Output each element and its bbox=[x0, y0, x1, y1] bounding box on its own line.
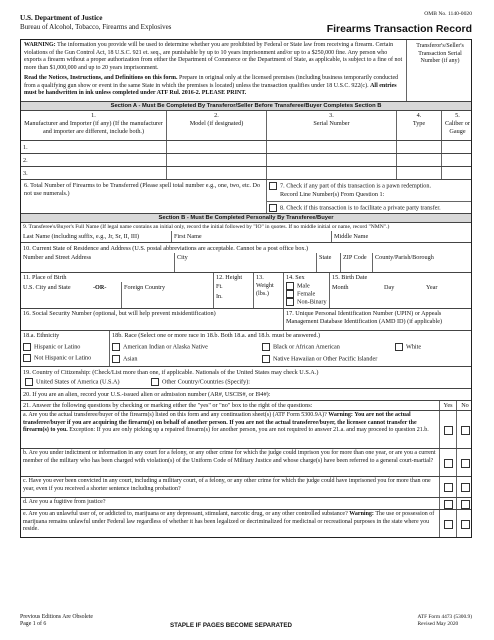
q18b-label: 18b. Race (Select one or more race in 18.b. Both 18.a. and 18.b. must be answered.) bbox=[112, 332, 321, 339]
firearm-row-3[interactable] bbox=[21, 167, 471, 180]
pacific-islander-label: Native Hawaiian or Other Pacific Islander bbox=[273, 355, 378, 363]
col4-label: Type bbox=[412, 119, 426, 127]
col5-label: Caliber or Gauge bbox=[445, 119, 470, 135]
q9-full-name bbox=[21, 223, 471, 243]
birth-foreign-country[interactable]: Foreign Country bbox=[121, 282, 213, 308]
race-white[interactable] bbox=[395, 343, 421, 351]
race-asian[interactable] bbox=[112, 355, 137, 363]
col3-num: 3. bbox=[329, 112, 334, 119]
col-caliber bbox=[441, 111, 471, 140]
race-pacific-islander[interactable] bbox=[262, 355, 377, 363]
form-number: ATF Form 4473 (5300.9) bbox=[417, 614, 472, 620]
type-input[interactable] bbox=[396, 154, 441, 166]
q21-instructions: 21. Answer the following questions by checking or marking either the "yes" or "no" box to the right of the questions: bbox=[23, 402, 313, 409]
asian-label: Asian bbox=[123, 355, 138, 363]
section-b-title: Section B - Must Be Completed Personally By Transferee/Buyer bbox=[21, 214, 471, 223]
q21d-row bbox=[21, 498, 471, 510]
hispanic-label: Hispanic or Latino bbox=[34, 343, 81, 351]
caliber-input[interactable] bbox=[441, 167, 471, 179]
col-serial bbox=[266, 111, 396, 140]
q16-17-row bbox=[21, 309, 471, 331]
q21d-text: d. Are you a fugitive from justice? bbox=[23, 499, 106, 505]
not-hispanic-option[interactable] bbox=[23, 354, 107, 362]
male-label: Male bbox=[297, 282, 310, 290]
other-country-label: Other Country/Countries (Specify): bbox=[162, 378, 250, 386]
q21b-yes-checkbox[interactable] bbox=[444, 459, 453, 468]
q21e-no-cell bbox=[456, 510, 471, 537]
height-inches-field[interactable]: In. bbox=[216, 292, 223, 300]
last-name-field[interactable]: Last Name (including suffix, e.g., Jr, Sr, II, III) bbox=[23, 233, 140, 240]
q11-place-of-birth bbox=[21, 273, 213, 308]
q21a-exception: Exception: If you are only picking up a repaired firearm(s) for another person, you are not required to answer 21.a. and may proceed to question 21.b. bbox=[69, 427, 429, 433]
city-field[interactable]: City bbox=[174, 253, 319, 272]
form-frame bbox=[20, 39, 472, 538]
q21c-text: c. Have you ever been convicted in any court, including a military court, of a felony, or any other crime for which the judge could have imprisoned you for more than one year, even if you received a shorter sentence including probation? bbox=[23, 478, 431, 492]
q18a-ethnicity bbox=[21, 331, 109, 366]
q19-label: 19. Country of Citizenship: (Check/List more than one, if applicable. Nationals of the United States may check U.S.A.) bbox=[23, 369, 319, 376]
hispanic-option[interactable] bbox=[23, 343, 107, 351]
birth-year-field[interactable]: Year bbox=[426, 284, 438, 291]
q7-label: 7. Check if any part of this transaction is a pawn redemption. bbox=[280, 182, 432, 190]
q21e-warning-label: Warning: bbox=[349, 511, 374, 517]
first-name-field[interactable]: First Name bbox=[171, 231, 334, 242]
read-notice-label: Read the Notices, Instructions, and Definitions on this form. bbox=[24, 75, 178, 81]
american-indian-label: American Indian or Alaska Native bbox=[123, 343, 208, 351]
q21c-row bbox=[21, 477, 471, 498]
q18a-label: 18.a. Ethnicity bbox=[23, 332, 60, 339]
type-input[interactable] bbox=[396, 167, 441, 179]
q21d-no-checkbox[interactable] bbox=[461, 500, 470, 509]
caliber-input[interactable] bbox=[441, 141, 471, 153]
female-label: Female bbox=[297, 290, 316, 298]
county-field[interactable]: County/Parish/Borough bbox=[372, 253, 471, 272]
bureau-name: Bureau of Alcohol, Tobacco, Firearms and Explosives bbox=[20, 23, 172, 31]
model-input[interactable] bbox=[166, 167, 266, 179]
q11-15-row bbox=[21, 273, 471, 309]
transaction-serial-box[interactable]: Transferor's/Seller's Transaction Serial Number (if any) bbox=[406, 40, 471, 101]
q21e-yes-checkbox[interactable] bbox=[444, 520, 453, 529]
sex-female-option[interactable] bbox=[286, 290, 327, 298]
q21b-row bbox=[21, 449, 471, 477]
yes-column-header: Yes bbox=[439, 401, 456, 410]
warning-label: WARNING: bbox=[24, 42, 56, 48]
q21d-no-cell bbox=[456, 498, 471, 509]
q21e-yes-cell bbox=[439, 510, 456, 537]
q21b-no-cell bbox=[456, 449, 471, 476]
q21a-yes-checkbox[interactable] bbox=[444, 426, 453, 435]
nonbinary-label: Non-Binary bbox=[297, 298, 327, 306]
footer-right bbox=[417, 614, 472, 628]
q21b-text: b. Are you under indictment or information in any court for a felony, or any other crime for which the judge could imprison you for more than one year, or are you a current member of the military who has been charged with violation(s) of the Uniform Code of Military Justice and whose charge(s) have been referred to a general court-martial? bbox=[23, 450, 436, 464]
q7-checkbox[interactable] bbox=[269, 182, 277, 190]
sex-male-option[interactable] bbox=[286, 282, 327, 290]
previous-editions: Previous Editions Are Obsolete bbox=[20, 614, 93, 620]
col1-label: Manufacturer and Importer (if any) (If the manufacturer and importer are different, include both.) bbox=[24, 119, 163, 135]
height-feet-field[interactable]: Ft. bbox=[216, 282, 223, 290]
q21a-no-checkbox[interactable] bbox=[461, 426, 470, 435]
birth-us-city-state[interactable] bbox=[23, 284, 71, 292]
q20-label[interactable]: 20. If you are an alien, record your U.S.-issued alien or admission number (AR#, USCIS#, or I94#): bbox=[23, 391, 271, 398]
usa-label: United States of America (U.S.A) bbox=[36, 378, 120, 386]
q13-weight[interactable]: 13. Weight (lbs.) bbox=[253, 273, 283, 308]
warning-text: The information you provide will be used to determine whether you are prohibited by Federal or State law from receiving a firearm. Certain violations of the Gun Control Act, 18 U.S.C. 921 et. seq., are punishable by up to 10 years imprisonment and/or up to a $250,000 fine. Any person who exports a firearm without a proper authorization from either the Department of Commerce or the Department of State, as applicable, is subject to a fine of not more than $1,000,000 and up to 20 years imprisonment. bbox=[24, 42, 403, 71]
read-notice-text: Prepare in original only at the licensed premises (including business temporarily conducted from a qualifying gun show or event in the same State in which the premises is located) unless the transaction qualifies under 18 U.S.C. 922(c). bbox=[24, 75, 399, 89]
zip-field[interactable]: ZIP Code bbox=[340, 253, 375, 272]
q21a-no-cell bbox=[456, 411, 471, 448]
col2-num: 2. bbox=[214, 112, 219, 119]
q11-label: 11. Place of Birth bbox=[23, 274, 67, 281]
agency-name: U.S. Department of Justice bbox=[20, 14, 103, 22]
model-input[interactable] bbox=[166, 141, 266, 153]
birth-day-field[interactable]: Day bbox=[384, 284, 395, 291]
q8-checkbox[interactable] bbox=[269, 204, 277, 212]
col4-num: 4. bbox=[416, 112, 422, 119]
sex-nonbinary-option[interactable] bbox=[286, 298, 327, 306]
caliber-input[interactable] bbox=[441, 154, 471, 166]
q14-sex bbox=[283, 273, 329, 308]
q16-ssn[interactable]: 16. Social Security Number (optional, but will help prevent misidentification) bbox=[23, 310, 216, 317]
q14-label: 14. Sex bbox=[286, 274, 305, 281]
agency-header bbox=[20, 14, 260, 32]
q18b-race bbox=[109, 331, 471, 366]
q21c-no-checkbox[interactable] bbox=[461, 483, 470, 492]
q21e-no-checkbox[interactable] bbox=[461, 520, 470, 529]
q21a-question: a. Are you the actual transferee/buyer of the firearm(s) listed on this form and any continuation sheet(s) (ATF Form 5300.9A)? bbox=[23, 412, 327, 418]
col-type bbox=[396, 111, 441, 140]
section-a-title: Section A - Must Be Completed By Transferor/Seller Before Transferee/Buyer Completes Section B bbox=[21, 102, 471, 111]
q21a-warning: You are not the actual transferee/buyer if you are acquiring the firearm(s) on behalf of another person. If you are not the actual transferee/buyer, the licensee cannot transfer the firearm(s) to you. bbox=[23, 412, 417, 433]
col1-num: 1. bbox=[91, 112, 96, 119]
warning-text-cell bbox=[21, 40, 406, 101]
q10-residence bbox=[21, 243, 471, 273]
q8-label: 8. Check if this transaction is to facilitate a private party transfer. bbox=[280, 204, 441, 212]
q12-height bbox=[213, 273, 253, 308]
not-hispanic-label: Not Hispanic or Latino bbox=[34, 354, 92, 362]
form-page bbox=[20, 8, 472, 634]
q17-upin[interactable]: 17. Unique Personal Identification Number (UPIN) or Appeals Management Database Identification (AMD ID) (if applicable) bbox=[283, 309, 471, 330]
q19-citizenship bbox=[21, 367, 471, 389]
footer-left bbox=[20, 614, 93, 628]
q21-header bbox=[21, 401, 471, 411]
col-manufacturer bbox=[21, 111, 166, 140]
q21c-no-cell bbox=[456, 477, 471, 497]
q15-birth-date bbox=[329, 273, 471, 308]
serial-input[interactable] bbox=[266, 141, 396, 153]
col-model bbox=[166, 111, 266, 140]
citizenship-other-option[interactable] bbox=[151, 378, 250, 386]
q7-line-numbers[interactable]: Record Line Number(s) From Question 1: bbox=[280, 191, 385, 198]
q12-label: 12. Height bbox=[216, 274, 243, 281]
questions-6-8 bbox=[21, 180, 471, 214]
q21a-warning-label: Warning: bbox=[328, 412, 353, 418]
q21a-row bbox=[21, 411, 471, 449]
q10-label: 10. Current State of Residence and Address (U.S. postal abbreviations are acceptable. Cannot be a post office box.) bbox=[23, 245, 309, 252]
white-label: White bbox=[406, 343, 422, 351]
q21e-warning: The use or possession of marijuana remains unlawful under Federal law regardless of whether it has been legalized or decriminalized for medicinal or recreational purposes in the state where you reside. bbox=[23, 511, 435, 532]
q21a-yes-cell bbox=[439, 411, 456, 448]
street-address-field[interactable]: Number and Street Address bbox=[23, 254, 92, 261]
q21b-yes-cell bbox=[439, 449, 456, 476]
page-number: Page 1 of 6 bbox=[20, 621, 47, 628]
col5-num: 5. bbox=[455, 112, 460, 119]
q21e-row bbox=[21, 510, 471, 537]
firearm-row-1[interactable] bbox=[21, 141, 471, 154]
black-label: Black or African American bbox=[273, 343, 340, 351]
q21a-text bbox=[21, 411, 439, 448]
firearm-row-num: 2. bbox=[23, 157, 28, 164]
section-a-columns bbox=[21, 111, 471, 141]
read-notice-bold: All entries must be handwritten in ink unless completed under ATF Rul. 2016-2. PLEASE PRINT. bbox=[24, 82, 397, 96]
serial-input[interactable] bbox=[266, 154, 396, 166]
q21d-yes-checkbox[interactable] bbox=[444, 500, 453, 509]
staple-notice: STAPLE IF PAGES BECOME SEPARATED bbox=[170, 622, 292, 629]
no-column-header: No bbox=[456, 401, 471, 410]
q21d-yes-cell bbox=[439, 498, 456, 509]
model-input[interactable] bbox=[166, 154, 266, 166]
q21c-yes-checkbox[interactable] bbox=[444, 483, 453, 492]
warning-block bbox=[21, 40, 471, 102]
state-field[interactable]: State bbox=[316, 253, 343, 272]
firearm-row-num: 1. bbox=[23, 144, 28, 151]
revised-date: Revised May 2020 bbox=[417, 620, 459, 627]
race-american-indian[interactable] bbox=[112, 343, 208, 351]
middle-name-field[interactable]: Middle Name bbox=[331, 231, 471, 242]
q9-label: 9. Transferee's/Buyer's Full Name (If legal name contains an initial only, record the initial followed by "IO" in quotes. If no middle initial or name, record "NMN".) bbox=[23, 224, 390, 230]
q7-pawn bbox=[269, 182, 471, 190]
q21e-question: e. Are you an unlawful user of, or addicted to, marijuana or any depressant, stimulant, narcotic drug, or any other controlled substance? bbox=[23, 511, 348, 517]
col2-label: Model (if designated) bbox=[189, 119, 244, 127]
omb-number: OMB No. 1140-0020 bbox=[424, 11, 472, 17]
q18-row bbox=[21, 331, 471, 367]
q21b-no-checkbox[interactable] bbox=[461, 459, 470, 468]
q21c-yes-cell bbox=[439, 477, 456, 497]
firearm-row-2[interactable] bbox=[21, 154, 471, 167]
q6-total-firearms[interactable]: 6. Total Number of Firearms to be Transferred (Please spell total number e.g., one, two, etc. Do not use numerals.) bbox=[24, 182, 261, 197]
form-title: Firearms Transaction Record bbox=[326, 23, 472, 35]
birth-month-field[interactable]: Month bbox=[332, 284, 349, 291]
type-input[interactable] bbox=[396, 141, 441, 153]
serial-input[interactable] bbox=[266, 167, 396, 179]
q11-or: -OR- bbox=[93, 284, 107, 291]
q20-alien-number bbox=[21, 389, 471, 401]
citizenship-usa-option[interactable] bbox=[25, 378, 120, 386]
race-black[interactable] bbox=[262, 343, 340, 351]
q7-q8-cell bbox=[266, 180, 471, 213]
q11-us-label: U.S. City and State bbox=[23, 284, 71, 291]
col3-label: Serial Number bbox=[313, 119, 350, 127]
q8-private-party bbox=[269, 204, 471, 212]
q21e-text bbox=[21, 510, 439, 537]
q15-label: 15. Birth Date bbox=[332, 274, 368, 281]
firearm-row-num: 3. bbox=[23, 170, 28, 177]
